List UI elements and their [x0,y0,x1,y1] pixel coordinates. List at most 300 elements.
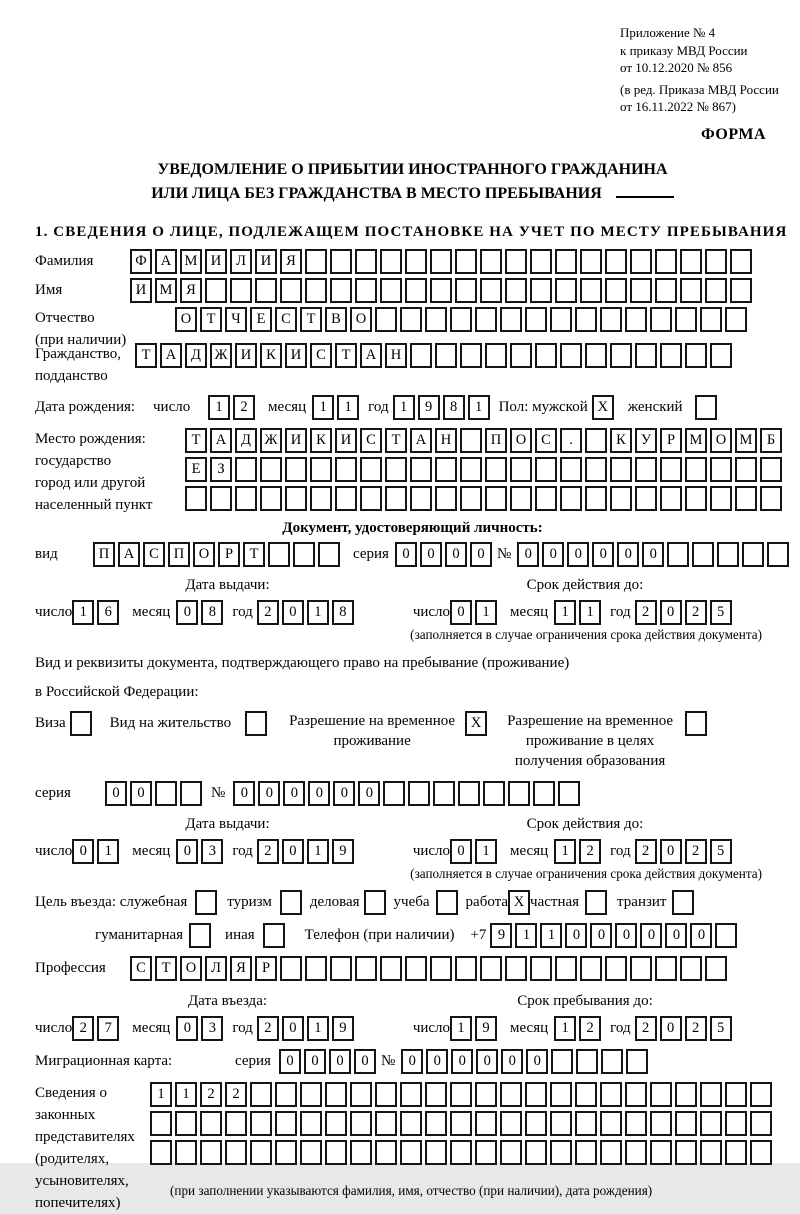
patronymic-cell-1[interactable]: Т [200,307,222,332]
residence-doc-number-cell-2[interactable]: 0 [283,781,305,806]
given-name-cell-14[interactable] [480,278,502,303]
citizenship-cell-13[interactable] [460,343,482,368]
legal-representatives-row-3-cell-9[interactable] [375,1140,397,1165]
birth-place-row-1-cell-15[interactable]: . [560,428,582,453]
birth-year-cell-1[interactable]: 9 [418,395,440,420]
legal-representatives-row-2-cell-11[interactable] [425,1111,447,1136]
surname-cell-9[interactable] [355,249,377,274]
birth-day-cell-0[interactable]: 1 [208,395,230,420]
birth-place-row-3-cell-8[interactable] [385,486,407,511]
legal-representatives-row-1-cell-12[interactable] [450,1082,472,1107]
doc-type-cell-7[interactable] [268,542,290,567]
legal-representatives-row-2-cell-2[interactable] [200,1111,222,1136]
patronymic-cell-2[interactable]: Ч [225,307,247,332]
profession-cell-22[interactable] [680,956,702,981]
patronymic-cell-20[interactable] [675,307,697,332]
visa-checkbox[interactable] [70,711,92,736]
citizenship-cell-12[interactable] [435,343,457,368]
profession-cell-15[interactable] [505,956,527,981]
birth-place-row-3-cell-15[interactable] [560,486,582,511]
legal-representatives-row-2-cell-0[interactable] [150,1111,172,1136]
legal-representatives-row-2-cell-20[interactable] [650,1111,672,1136]
residence-doc-series-cell-2[interactable] [155,781,177,806]
migration-card-number-cell-7[interactable] [576,1049,598,1074]
residence-issue-month-cell-0[interactable]: 0 [176,839,198,864]
legal-representatives-row-1-cell-3[interactable]: 2 [225,1082,247,1107]
entry-year-cell-0[interactable]: 2 [257,1016,279,1041]
citizenship-cell-3[interactable]: Ж [210,343,232,368]
migration-card-number-cell-0[interactable]: 0 [401,1049,423,1074]
legal-representatives-row-1-cell-24[interactable] [750,1082,772,1107]
doc-number-cell-3[interactable]: 0 [592,542,614,567]
legal-representatives-row-1-cell-10[interactable] [400,1082,422,1107]
legal-representatives-row-1-cell-11[interactable] [425,1082,447,1107]
birth-place-row-3-cell-9[interactable] [410,486,432,511]
birth-place-row-1-cell-23[interactable]: Б [760,428,782,453]
citizenship-cell-2[interactable]: Д [185,343,207,368]
doc-type-cell-4[interactable]: О [193,542,215,567]
doc-type-cell-0[interactable]: П [93,542,115,567]
doc-valid-year-cell-3[interactable]: 5 [710,600,732,625]
legal-representatives-row-1-cell-23[interactable] [725,1082,747,1107]
profession-cell-5[interactable]: Р [255,956,277,981]
legal-representatives-row-1-cell-4[interactable] [250,1082,272,1107]
birth-place-row-2-cell-0[interactable]: Е [185,457,207,482]
surname-cell-17[interactable] [555,249,577,274]
doc-valid-year-cell-0[interactable]: 2 [635,600,657,625]
legal-representatives-row-2-cell-4[interactable] [250,1111,272,1136]
doc-valid-month-cell-1[interactable]: 1 [579,600,601,625]
residence-doc-number-cell-11[interactable] [508,781,530,806]
doc-type-cell-6[interactable]: Т [243,542,265,567]
patronymic-cell-0[interactable]: О [175,307,197,332]
birth-place-row-3-cell-7[interactable] [360,486,382,511]
doc-issue-day-cell-0[interactable]: 1 [72,600,94,625]
legal-representatives-row-3-cell-6[interactable] [300,1140,322,1165]
birth-place-row-1-cell-1[interactable]: А [210,428,232,453]
legal-representatives-row-3-cell-24[interactable] [750,1140,772,1165]
residence-doc-number-cell-0[interactable]: 0 [233,781,255,806]
doc-issue-month-cell-0[interactable]: 0 [176,600,198,625]
doc-series-cell-0[interactable]: 0 [395,542,417,567]
citizenship-cell-23[interactable] [710,343,732,368]
birth-month-cell-0[interactable]: 1 [312,395,334,420]
patronymic-cell-11[interactable] [450,307,472,332]
surname-cell-19[interactable] [605,249,627,274]
residence-valid-year-cell-2[interactable]: 2 [685,839,707,864]
legal-representatives-row-2-cell-8[interactable] [350,1111,372,1136]
migration-card-number-cell-1[interactable]: 0 [426,1049,448,1074]
birth-place-row-3-cell-10[interactable] [435,486,457,511]
surname-cell-23[interactable] [705,249,727,274]
migration-card-number-cell-9[interactable] [626,1049,648,1074]
migration-card-series-cell-2[interactable]: 0 [329,1049,351,1074]
birth-place-row-3-cell-13[interactable] [510,486,532,511]
birth-place-row-3-cell-19[interactable] [660,486,682,511]
residence-valid-year-cell-0[interactable]: 2 [635,839,657,864]
doc-number-cell-8[interactable] [717,542,739,567]
legal-representatives-row-2-cell-17[interactable] [575,1111,597,1136]
birth-place-row-1-cell-20[interactable]: М [685,428,707,453]
surname-cell-5[interactable]: И [255,249,277,274]
birth-place-row-2-cell-5[interactable] [310,457,332,482]
purpose-humanitarian-checkbox[interactable] [189,923,211,948]
doc-number-cell-7[interactable] [692,542,714,567]
citizenship-cell-15[interactable] [510,343,532,368]
legal-representatives-row-1-cell-5[interactable] [275,1082,297,1107]
birth-place-row-1-cell-0[interactable]: Т [185,428,207,453]
legal-representatives-row-3-cell-8[interactable] [350,1140,372,1165]
residence-doc-number-cell-3[interactable]: 0 [308,781,330,806]
migration-card-number-cell-3[interactable]: 0 [476,1049,498,1074]
birth-place-row-2-cell-9[interactable] [410,457,432,482]
entry-year-cell-3[interactable]: 9 [332,1016,354,1041]
profession-cell-1[interactable]: Т [155,956,177,981]
residence-issue-year-cell-2[interactable]: 1 [307,839,329,864]
migration-card-number-cell-4[interactable]: 0 [501,1049,523,1074]
residence-permit-checkbox[interactable] [245,711,267,736]
given-name-cell-2[interactable]: Я [180,278,202,303]
surname-cell-14[interactable] [480,249,502,274]
stay-month-cell-0[interactable]: 1 [554,1016,576,1041]
legal-representatives-row-3-cell-20[interactable] [650,1140,672,1165]
citizenship-cell-5[interactable]: К [260,343,282,368]
legal-representatives-row-1-cell-0[interactable]: 1 [150,1082,172,1107]
migration-card-series-cell-3[interactable]: 0 [354,1049,376,1074]
residence-doc-number-cell-4[interactable]: 0 [333,781,355,806]
given-name-cell-7[interactable] [305,278,327,303]
legal-representatives-row-3-cell-21[interactable] [675,1140,697,1165]
legal-representatives-row-2-cell-18[interactable] [600,1111,622,1136]
legal-representatives-row-3-cell-10[interactable] [400,1140,422,1165]
legal-representatives-row-3-cell-18[interactable] [600,1140,622,1165]
doc-issue-year-cell-0[interactable]: 2 [257,600,279,625]
profession-cell-14[interactable] [480,956,502,981]
legal-representatives-row-1-cell-2[interactable]: 2 [200,1082,222,1107]
purpose-official-checkbox[interactable] [195,890,217,915]
surname-cell-8[interactable] [330,249,352,274]
birth-place-row-2-cell-8[interactable] [385,457,407,482]
legal-representatives-row-1-cell-20[interactable] [650,1082,672,1107]
birth-place-row-3-cell-23[interactable] [760,486,782,511]
legal-representatives-row-1-cell-18[interactable] [600,1082,622,1107]
surname-cell-6[interactable]: Я [280,249,302,274]
patronymic-cell-12[interactable] [475,307,497,332]
birth-place-row-1-cell-8[interactable]: Т [385,428,407,453]
stay-year-cell-1[interactable]: 0 [660,1016,682,1041]
birth-place-row-3-cell-16[interactable] [585,486,607,511]
phone-number-cell-0[interactable]: 9 [490,923,512,948]
legal-representatives-row-2-cell-24[interactable] [750,1111,772,1136]
legal-representatives-row-1-cell-15[interactable] [525,1082,547,1107]
birth-place-row-1-cell-18[interactable]: У [635,428,657,453]
migration-card-number-cell-8[interactable] [601,1049,623,1074]
birth-place-row-2-cell-2[interactable] [235,457,257,482]
surname-cell-1[interactable]: А [155,249,177,274]
patronymic-cell-19[interactable] [650,307,672,332]
profession-cell-12[interactable] [430,956,452,981]
given-name-cell-19[interactable] [605,278,627,303]
patronymic-cell-4[interactable]: С [275,307,297,332]
profession-cell-9[interactable] [355,956,377,981]
birth-place-row-3-cell-17[interactable] [610,486,632,511]
birth-place-row-1-cell-10[interactable]: Н [435,428,457,453]
legal-representatives-row-3-cell-4[interactable] [250,1140,272,1165]
doc-series-cell-1[interactable]: 0 [420,542,442,567]
residence-doc-number-cell-7[interactable] [408,781,430,806]
doc-type-cell-2[interactable]: С [143,542,165,567]
patronymic-cell-13[interactable] [500,307,522,332]
residence-doc-series-cell-1[interactable]: 0 [130,781,152,806]
citizenship-cell-7[interactable]: С [310,343,332,368]
citizenship-cell-11[interactable] [410,343,432,368]
legal-representatives-row-3-cell-1[interactable] [175,1140,197,1165]
residence-doc-number-cell-9[interactable] [458,781,480,806]
legal-representatives-row-2-cell-19[interactable] [625,1111,647,1136]
doc-type-cell-3[interactable]: П [168,542,190,567]
doc-type-cell-8[interactable] [293,542,315,567]
birth-place-row-2-cell-7[interactable] [360,457,382,482]
given-name-cell-10[interactable] [380,278,402,303]
legal-representatives-row-2-cell-16[interactable] [550,1111,572,1136]
given-name-cell-24[interactable] [730,278,752,303]
profession-cell-7[interactable] [305,956,327,981]
given-name-cell-5[interactable] [255,278,277,303]
birth-place-row-2-cell-22[interactable] [735,457,757,482]
birth-place-row-2-cell-21[interactable] [710,457,732,482]
stay-year-cell-2[interactable]: 2 [685,1016,707,1041]
birth-place-row-1-cell-2[interactable]: Д [235,428,257,453]
given-name-cell-6[interactable] [280,278,302,303]
profession-cell-16[interactable] [530,956,552,981]
profession-cell-23[interactable] [705,956,727,981]
citizenship-cell-0[interactable]: Т [135,343,157,368]
birth-place-row-1-cell-22[interactable]: М [735,428,757,453]
profession-cell-11[interactable] [405,956,427,981]
purpose-other-checkbox[interactable] [263,923,285,948]
given-name-cell-12[interactable] [430,278,452,303]
doc-type-cell-5[interactable]: Р [218,542,240,567]
surname-cell-7[interactable] [305,249,327,274]
patronymic-cell-16[interactable] [575,307,597,332]
legal-representatives-row-1-cell-19[interactable] [625,1082,647,1107]
legal-representatives-row-2-cell-9[interactable] [375,1111,397,1136]
residence-doc-number-cell-8[interactable] [433,781,455,806]
residence-issue-day-cell-0[interactable]: 0 [72,839,94,864]
phone-number-cell-2[interactable]: 1 [540,923,562,948]
doc-issue-day-cell-1[interactable]: 6 [97,600,119,625]
legal-representatives-row-1-cell-21[interactable] [675,1082,697,1107]
legal-representatives-row-2-cell-3[interactable] [225,1111,247,1136]
migration-card-number-cell-5[interactable]: 0 [526,1049,548,1074]
birth-place-row-3-cell-2[interactable] [235,486,257,511]
residence-valid-day-cell-1[interactable]: 1 [475,839,497,864]
profession-cell-6[interactable] [280,956,302,981]
sex-female-checkbox[interactable] [695,395,717,420]
profession-cell-19[interactable] [605,956,627,981]
doc-type-cell-9[interactable] [318,542,340,567]
patronymic-cell-5[interactable]: Т [300,307,322,332]
migration-card-number-cell-2[interactable]: 0 [451,1049,473,1074]
doc-number-cell-2[interactable]: 0 [567,542,589,567]
legal-representatives-row-2-cell-6[interactable] [300,1111,322,1136]
birth-place-row-2-cell-15[interactable] [560,457,582,482]
given-name-cell-18[interactable] [580,278,602,303]
surname-cell-2[interactable]: М [180,249,202,274]
residence-issue-year-cell-3[interactable]: 9 [332,839,354,864]
legal-representatives-row-2-cell-7[interactable] [325,1111,347,1136]
birth-place-row-2-cell-1[interactable]: З [210,457,232,482]
legal-representatives-row-1-cell-13[interactable] [475,1082,497,1107]
surname-cell-12[interactable] [430,249,452,274]
birth-month-cell-1[interactable]: 1 [337,395,359,420]
birth-place-row-3-cell-3[interactable] [260,486,282,511]
purpose-study-checkbox[interactable] [436,890,458,915]
birth-place-row-3-cell-18[interactable] [635,486,657,511]
entry-year-cell-1[interactable]: 0 [282,1016,304,1041]
birth-year-cell-3[interactable]: 1 [468,395,490,420]
legal-representatives-row-1-cell-22[interactable] [700,1082,722,1107]
doc-number-cell-0[interactable]: 0 [517,542,539,567]
birth-place-row-3-cell-11[interactable] [460,486,482,511]
citizenship-cell-20[interactable] [635,343,657,368]
profession-cell-10[interactable] [380,956,402,981]
stay-month-cell-1[interactable]: 2 [579,1016,601,1041]
residence-issue-year-cell-0[interactable]: 2 [257,839,279,864]
legal-representatives-row-3-cell-13[interactable] [475,1140,497,1165]
legal-representatives-row-3-cell-22[interactable] [700,1140,722,1165]
given-name-cell-22[interactable] [680,278,702,303]
phone-number-cell-1[interactable]: 1 [515,923,537,948]
birth-place-row-3-cell-21[interactable] [710,486,732,511]
stay-year-cell-3[interactable]: 5 [710,1016,732,1041]
citizenship-cell-21[interactable] [660,343,682,368]
legal-representatives-row-1-cell-14[interactable] [500,1082,522,1107]
patronymic-cell-14[interactable] [525,307,547,332]
birth-place-row-2-cell-23[interactable] [760,457,782,482]
profession-cell-0[interactable]: С [130,956,152,981]
birth-place-row-2-cell-11[interactable] [460,457,482,482]
surname-cell-0[interactable]: Ф [130,249,152,274]
legal-representatives-row-2-cell-1[interactable] [175,1111,197,1136]
surname-cell-3[interactable]: И [205,249,227,274]
birth-place-row-2-cell-3[interactable] [260,457,282,482]
phone-number-cell-4[interactable]: 0 [590,923,612,948]
residence-issue-month-cell-1[interactable]: 3 [201,839,223,864]
migration-card-series-cell-0[interactable]: 0 [279,1049,301,1074]
legal-representatives-row-1-cell-9[interactable] [375,1082,397,1107]
patronymic-cell-18[interactable] [625,307,647,332]
doc-valid-day-cell-0[interactable]: 0 [450,600,472,625]
legal-representatives-row-2-cell-5[interactable] [275,1111,297,1136]
doc-number-cell-5[interactable]: 0 [642,542,664,567]
legal-representatives-row-2-cell-21[interactable] [675,1111,697,1136]
profession-cell-13[interactable] [455,956,477,981]
birth-place-row-1-cell-12[interactable]: П [485,428,507,453]
birth-place-row-2-cell-13[interactable] [510,457,532,482]
entry-day-cell-1[interactable]: 7 [97,1016,119,1041]
birth-place-row-2-cell-14[interactable] [535,457,557,482]
birth-year-cell-2[interactable]: 8 [443,395,465,420]
residence-doc-number-cell-1[interactable]: 0 [258,781,280,806]
purpose-business-checkbox[interactable] [364,890,386,915]
patronymic-cell-7[interactable]: О [350,307,372,332]
legal-representatives-row-1-cell-16[interactable] [550,1082,572,1107]
migration-card-number-cell-6[interactable] [551,1049,573,1074]
given-name-cell-13[interactable] [455,278,477,303]
birth-place-row-2-cell-20[interactable] [685,457,707,482]
entry-year-cell-2[interactable]: 1 [307,1016,329,1041]
surname-cell-16[interactable] [530,249,552,274]
entry-month-cell-1[interactable]: 3 [201,1016,223,1041]
surname-cell-15[interactable] [505,249,527,274]
given-name-cell-9[interactable] [355,278,377,303]
legal-representatives-row-3-cell-14[interactable] [500,1140,522,1165]
birth-day-cell-1[interactable]: 2 [233,395,255,420]
temp-residence-checkbox[interactable]: X [465,711,487,736]
legal-representatives-row-3-cell-12[interactable] [450,1140,472,1165]
profession-cell-21[interactable] [655,956,677,981]
profession-cell-8[interactable] [330,956,352,981]
given-name-cell-0[interactable]: И [130,278,152,303]
residence-valid-year-cell-3[interactable]: 5 [710,839,732,864]
given-name-cell-21[interactable] [655,278,677,303]
stay-year-cell-0[interactable]: 2 [635,1016,657,1041]
legal-representatives-row-3-cell-19[interactable] [625,1140,647,1165]
legal-representatives-row-1-cell-6[interactable] [300,1082,322,1107]
doc-issue-year-cell-2[interactable]: 1 [307,600,329,625]
profession-cell-17[interactable] [555,956,577,981]
birth-place-row-1-cell-5[interactable]: К [310,428,332,453]
patronymic-cell-15[interactable] [550,307,572,332]
birth-place-row-1-cell-11[interactable] [460,428,482,453]
birth-place-row-2-cell-19[interactable] [660,457,682,482]
doc-valid-year-cell-1[interactable]: 0 [660,600,682,625]
citizenship-cell-16[interactable] [535,343,557,368]
profession-cell-4[interactable]: Я [230,956,252,981]
patronymic-cell-17[interactable] [600,307,622,332]
profession-cell-18[interactable] [580,956,602,981]
purpose-transit-checkbox[interactable] [672,890,694,915]
doc-number-cell-1[interactable]: 0 [542,542,564,567]
birth-place-row-1-cell-9[interactable]: А [410,428,432,453]
legal-representatives-row-3-cell-2[interactable] [200,1140,222,1165]
doc-number-cell-4[interactable]: 0 [617,542,639,567]
legal-representatives-row-3-cell-7[interactable] [325,1140,347,1165]
birth-place-row-1-cell-16[interactable] [585,428,607,453]
residence-issue-day-cell-1[interactable]: 1 [97,839,119,864]
residence-doc-number-cell-5[interactable]: 0 [358,781,380,806]
legal-representatives-row-1-cell-17[interactable] [575,1082,597,1107]
phone-number-cell-8[interactable]: 0 [690,923,712,948]
doc-issue-year-cell-3[interactable]: 8 [332,600,354,625]
citizenship-cell-17[interactable] [560,343,582,368]
doc-series-cell-3[interactable]: 0 [470,542,492,567]
birth-place-row-3-cell-6[interactable] [335,486,357,511]
birth-place-row-2-cell-4[interactable] [285,457,307,482]
patronymic-cell-8[interactable] [375,307,397,332]
patronymic-cell-6[interactable]: В [325,307,347,332]
migration-card-series-cell-1[interactable]: 0 [304,1049,326,1074]
birth-place-row-3-cell-0[interactable] [185,486,207,511]
birth-place-row-1-cell-14[interactable]: С [535,428,557,453]
surname-cell-10[interactable] [380,249,402,274]
doc-number-cell-10[interactable] [767,542,789,567]
birth-place-row-1-cell-21[interactable]: О [710,428,732,453]
entry-day-cell-0[interactable]: 2 [72,1016,94,1041]
profession-cell-3[interactable]: Л [205,956,227,981]
legal-representatives-row-1-cell-8[interactable] [350,1082,372,1107]
